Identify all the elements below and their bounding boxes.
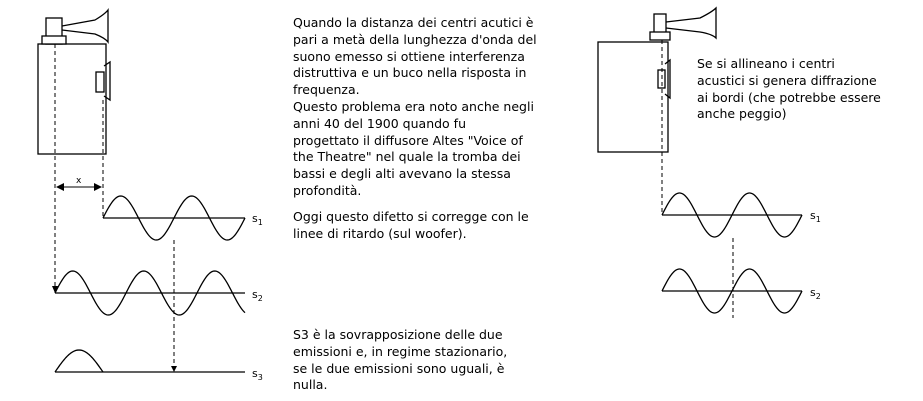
wave-s2-left [55, 271, 245, 315]
explanation-interference: Quando la distanza dei centri acutici è pari a metà della lunghezza d'onda del suono emesso si ottiene interferenza distruttiva e un buco nella risposta in frequenza. Questo problema era noto anche negli anni 40 del 1900 quando fu progettato il diffusore Altes "Voice of the Theatre" nel quale la tromba dei bassi e degli alti avevano la stessa profondità. [293, 15, 537, 198]
x-label: x [76, 176, 82, 186]
label-s3-left: $s_3$ [252, 367, 263, 382]
wave-s1-left [103, 196, 245, 240]
explanation-delay-lines: Oggi questo difetto si corregge con le linee di ritardo (sul woofer). [293, 209, 529, 241]
label-s1-right: $s_1$ [810, 209, 821, 224]
label-s1-left: $s_1$ [252, 212, 263, 227]
label-s2-right: $s_2$ [810, 286, 821, 301]
left-speaker [38, 10, 110, 154]
explanation-alignment: Se si allineano i centri acustici si genera diffrazione ai bordi (che potrebbe essere anche peggio) [697, 56, 881, 122]
arrow-head-s3 [171, 366, 177, 372]
label-s2-left: $s_2$ [252, 288, 263, 303]
explanation-s3: S3 è la sovrapposizione delle due emissioni e, in regime stazionario, se le due emissioni sono uguali, è nulla. [293, 327, 508, 393]
wave-s2-right [662, 269, 802, 313]
wave-s3-left [55, 350, 245, 372]
wave-s1-right [662, 193, 802, 237]
